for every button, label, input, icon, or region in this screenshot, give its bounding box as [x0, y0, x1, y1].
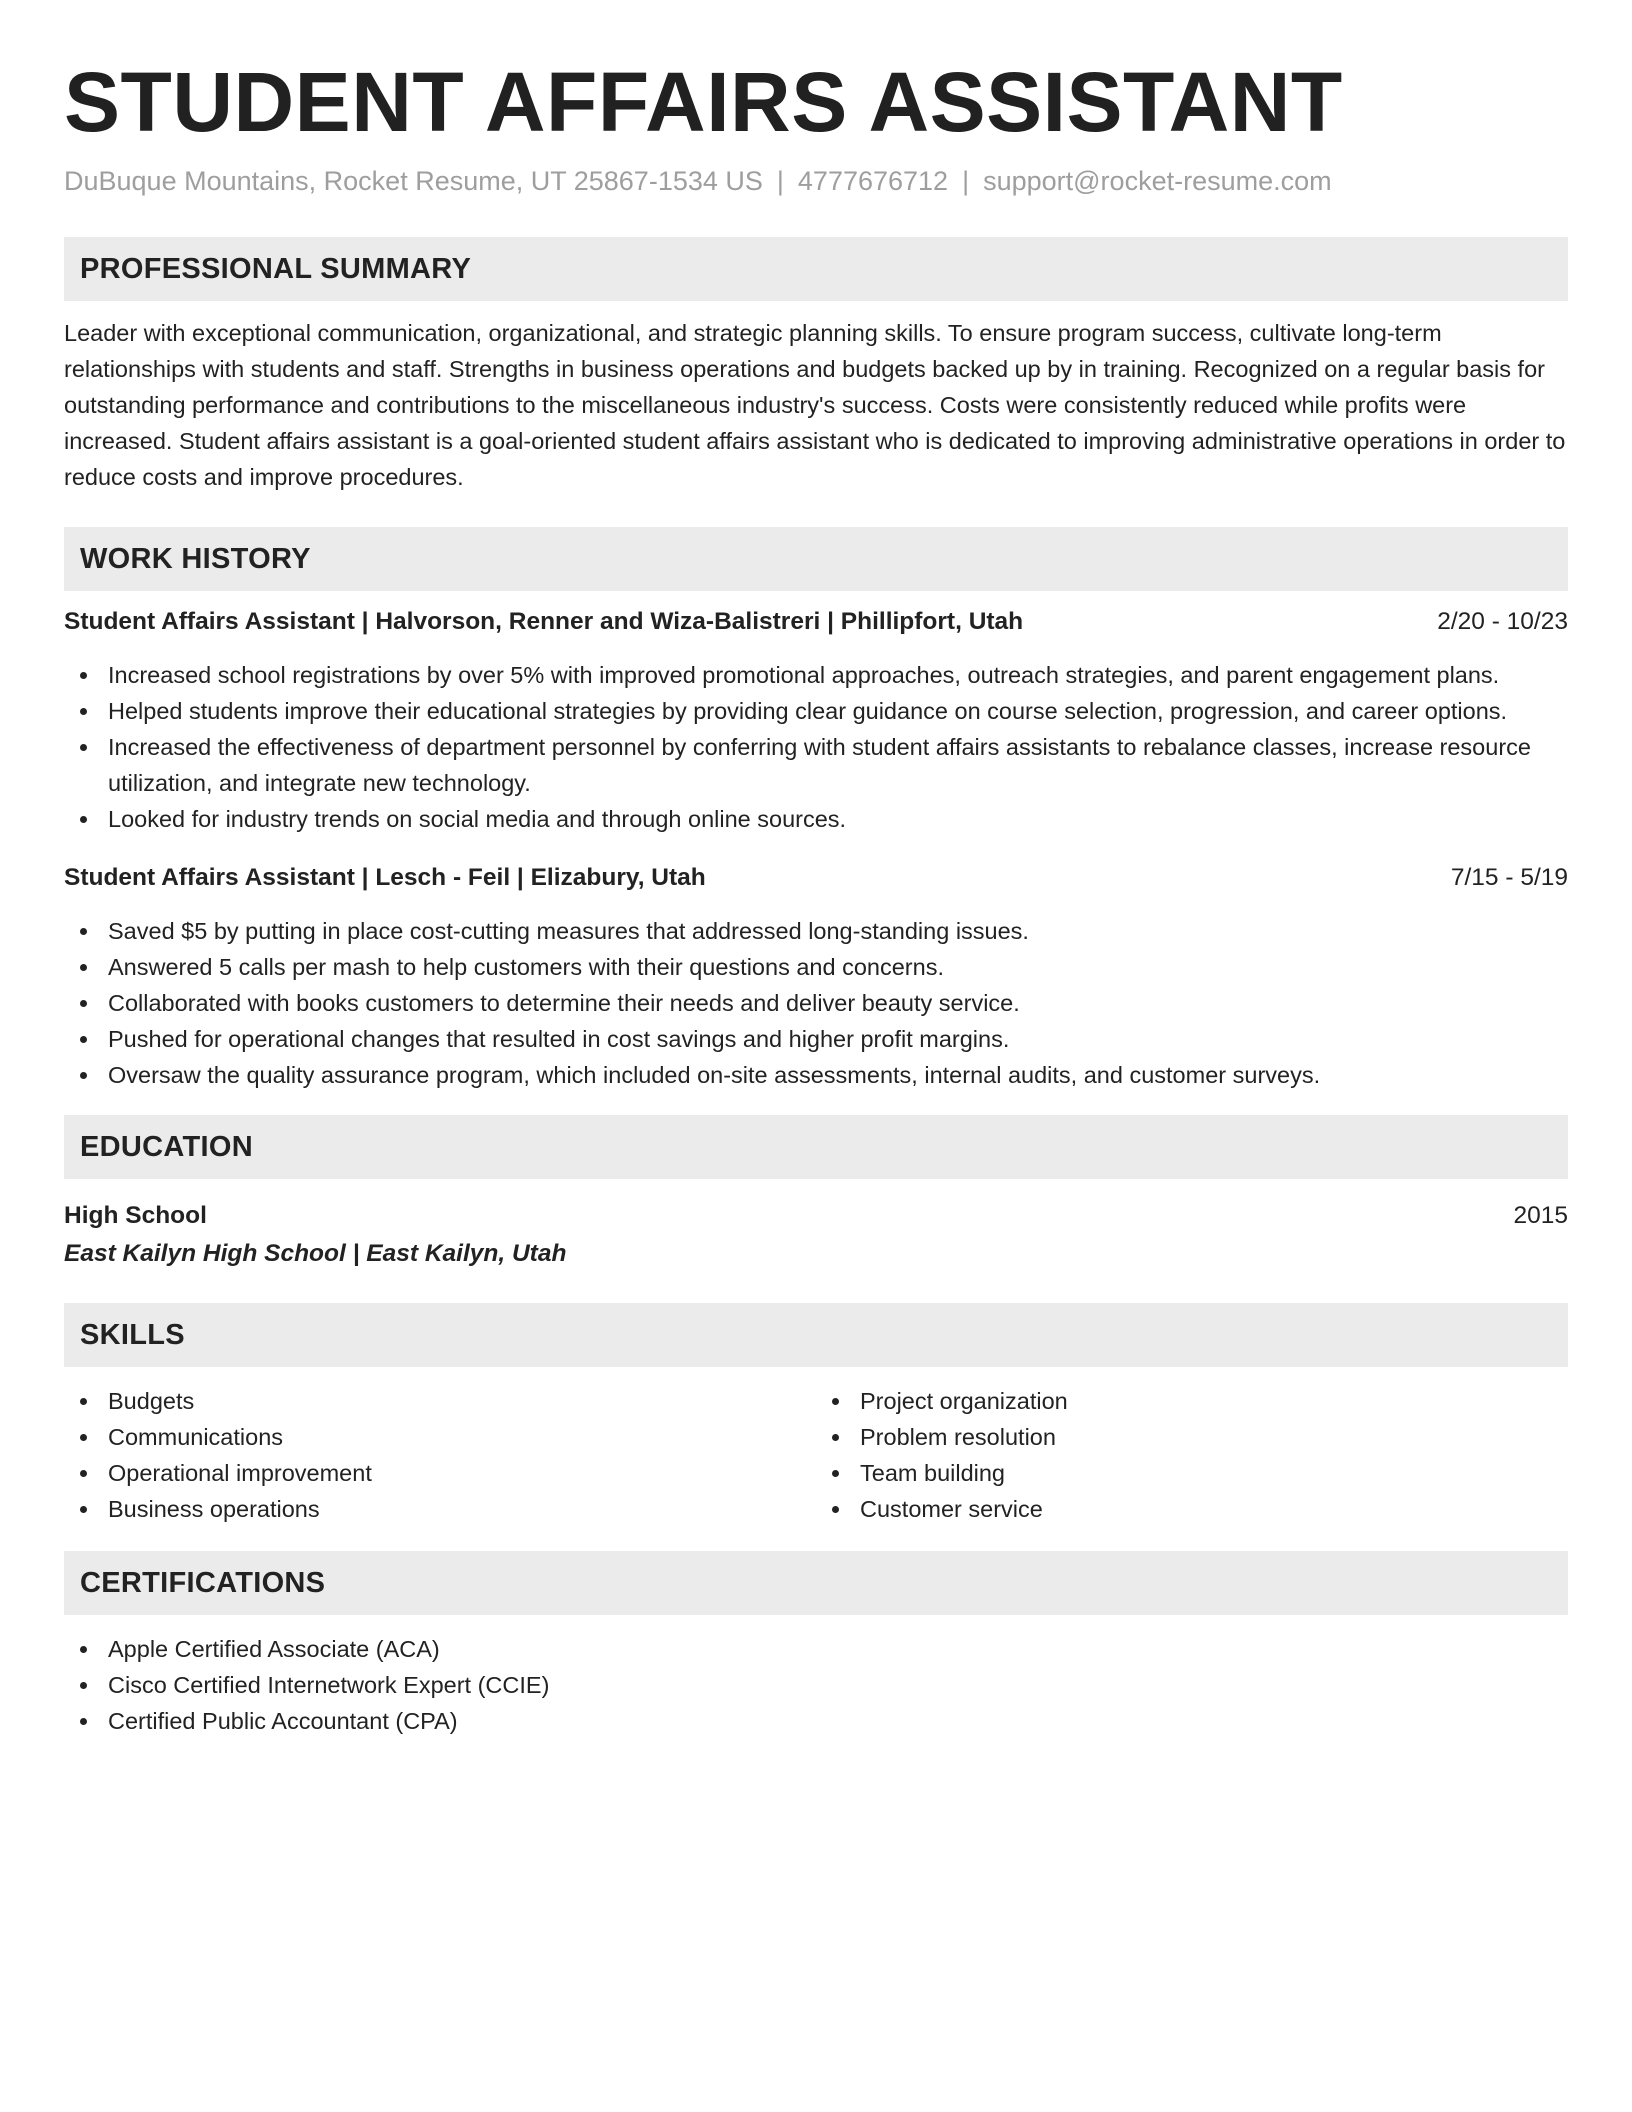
education-header	[64, 1197, 1568, 1235]
section-header-certifications: CERTIFICATIONS	[64, 1551, 1568, 1615]
skill-item: Team building	[816, 1455, 1568, 1491]
contact-separator: |	[962, 166, 970, 197]
skills-grid	[64, 1383, 1568, 1527]
education-school: East Kailyn High School | East Kailyn, Utah	[64, 1240, 567, 1268]
education-year: 2015	[1513, 1202, 1568, 1230]
certification-item: Certified Public Accountant (CPA)	[64, 1703, 1568, 1739]
job-bullet: Saved $5 by putting in place cost-cutting measures that addressed long-standing issues.	[64, 913, 1568, 949]
job-bullet: Increased the effectiveness of department personnel by conferring with student affairs assistants to rebalance classes, increase resource utilization, and integrate new technology.	[64, 729, 1568, 801]
job-bullet: Helped students improve their educational strategies by providing clear guidance on course selection, progression, and career options.	[64, 693, 1568, 729]
job-dates: 2/20 - 10/23	[1437, 608, 1568, 636]
section-header-skills: SKILLS	[64, 1303, 1568, 1367]
education-entry	[64, 1197, 1568, 1273]
job-bullet: Looked for industry trends on social media and through online sources.	[64, 801, 1568, 837]
job-title: Student Affairs Assistant | Halvorson, Renner and Wiza-Balistreri | Phillipfort, Utah	[64, 608, 1024, 636]
job-entry	[64, 605, 1568, 837]
job-title: Student Affairs Assistant | Lesch - Feil | Elizabury, Utah	[64, 864, 706, 892]
contact-phone: 4777676712	[797, 166, 949, 197]
job-bullet: Increased school registrations by over 5% with improved promotional approaches, outreach strategies, and parent engagement plans.	[64, 657, 1568, 693]
certifications-list	[64, 1631, 1568, 1739]
certification-item: Apple Certified Associate (ACA)	[64, 1631, 1568, 1667]
resume-name: STUDENT AFFAIRS ASSISTANT	[64, 55, 1343, 149]
skills-list-left	[64, 1383, 816, 1527]
skill-item: Business operations	[64, 1491, 816, 1527]
job-bullet: Pushed for operational changes that resulted in cost savings and higher profit margins.	[64, 1021, 1568, 1057]
skill-item: Operational improvement	[64, 1455, 816, 1491]
skill-item: Project organization	[816, 1383, 1568, 1419]
job-header	[64, 861, 1568, 895]
section-header-education: EDUCATION	[64, 1115, 1568, 1179]
job-entry	[64, 861, 1568, 1093]
job-header	[64, 605, 1568, 639]
contact-separator: |	[776, 166, 784, 197]
section-header-summary: PROFESSIONAL SUMMARY	[64, 237, 1568, 301]
contact-email[interactable]: support@rocket-resume.com	[983, 166, 1332, 197]
job-dates: 7/15 - 5/19	[1450, 864, 1568, 892]
section-header-work-history: WORK HISTORY	[64, 527, 1568, 591]
job-bullet: Answered 5 calls per mash to help customers with their questions and concerns.	[64, 949, 1568, 985]
job-bullet: Oversaw the quality assurance program, which included on-site assessments, internal audits, and customer surveys.	[64, 1057, 1568, 1093]
contact-address: DuBuque Mountains, Rocket Resume, UT 25867-1534 US	[64, 166, 763, 197]
summary-text: Leader with exceptional communication, organizational, and strategic planning skills. To ensure program success, cultivate long-term relationships with students and staff. Strengths in business operations and budgets backed up by in training. Recognized on a regular basis for outstanding performance and contributions to the miscellaneous industry's success. Costs were consistently reduced while profits were increased. Student affairs assistant is a goal-oriented student affairs assistant who is dedicated to improving administrative operations in order to reduce costs and improve procedures.	[64, 320, 1566, 491]
job-bullet-list	[64, 913, 1568, 1093]
contact-line	[64, 164, 1568, 199]
skill-item: Communications	[64, 1419, 816, 1455]
certification-item: Cisco Certified Internetwork Expert (CCIE)	[64, 1667, 1568, 1703]
skill-item: Customer service	[816, 1491, 1568, 1527]
skill-item: Problem resolution	[816, 1419, 1568, 1455]
skill-item: Budgets	[64, 1383, 816, 1419]
job-bullet-list	[64, 657, 1568, 837]
skills-list-right	[816, 1383, 1568, 1527]
education-degree: High School	[64, 1202, 207, 1230]
job-bullet: Collaborated with books customers to determine their needs and deliver beauty service.	[64, 985, 1568, 1021]
